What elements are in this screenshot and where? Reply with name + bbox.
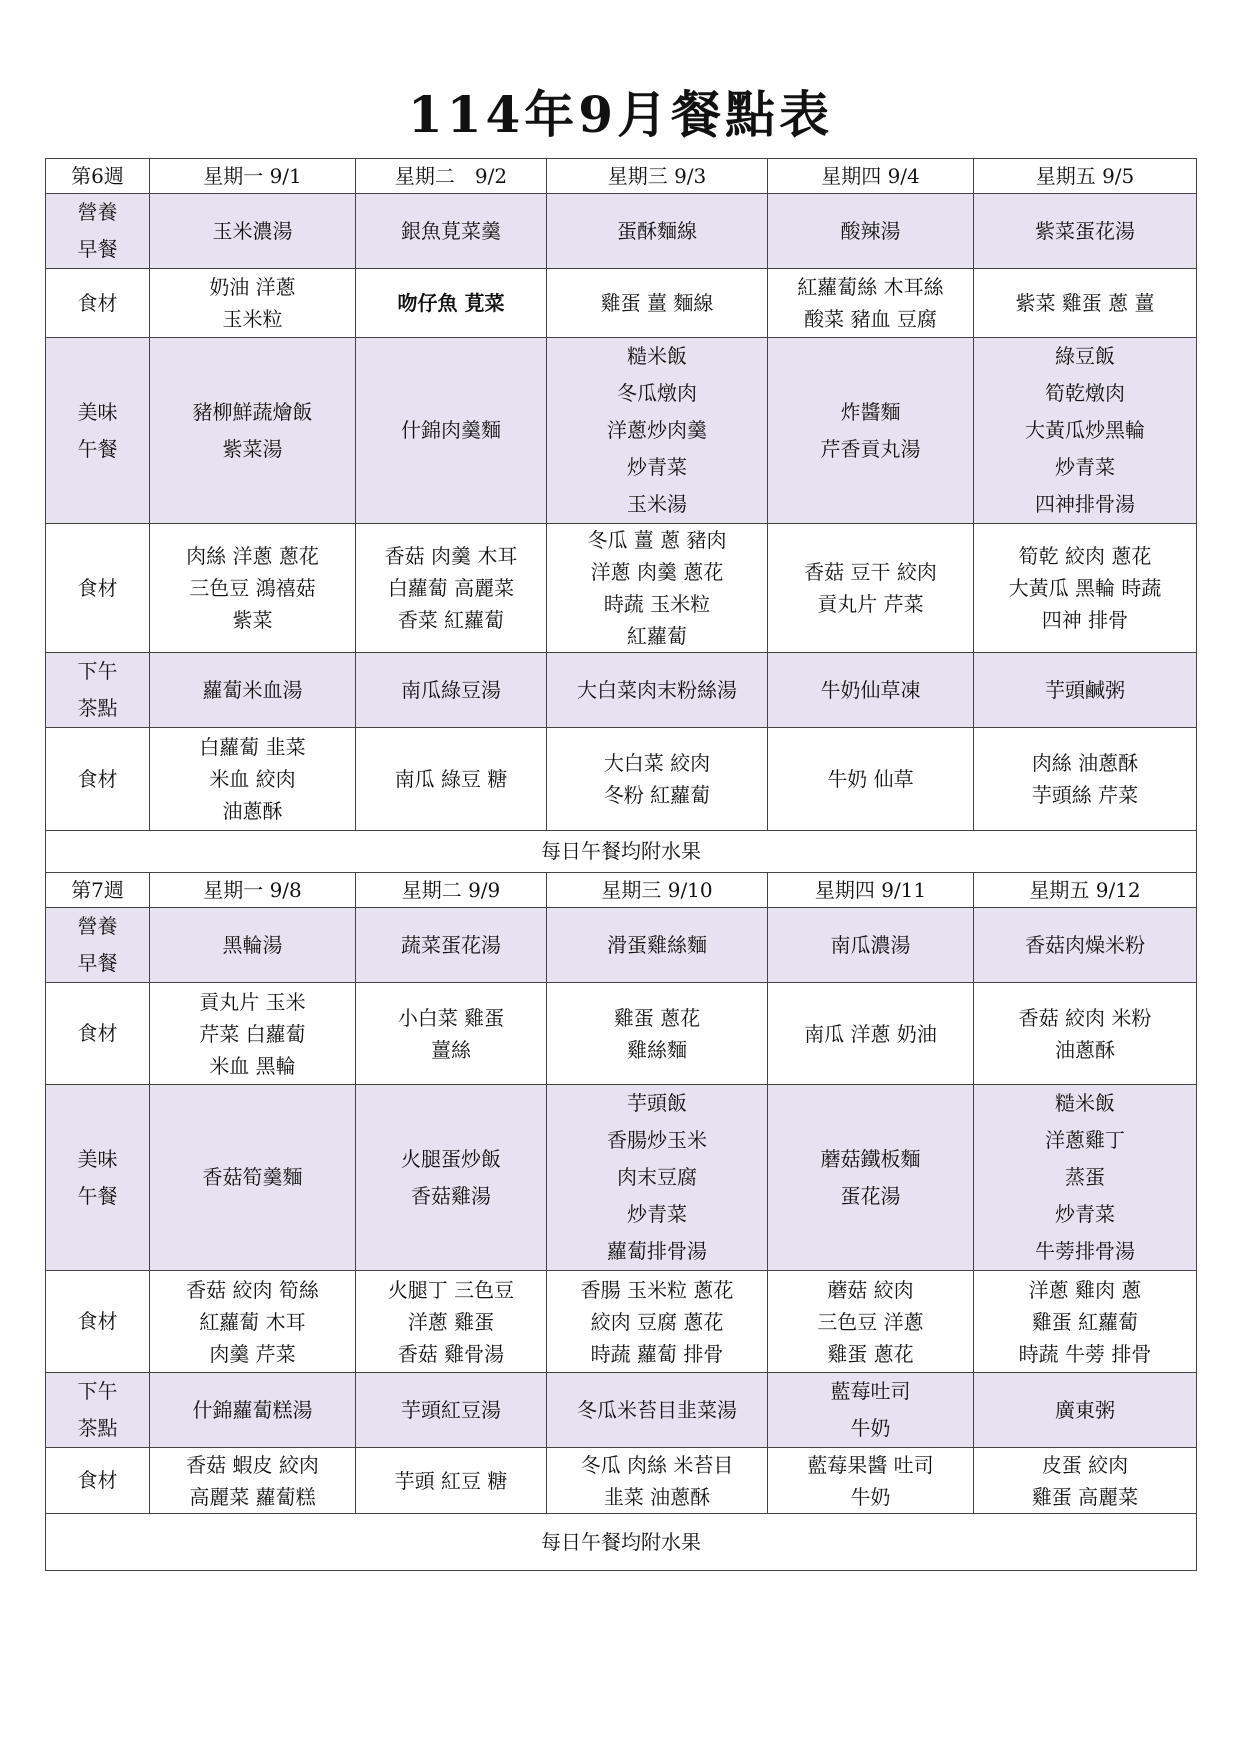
cell-line: 肉末豆腐 [617,1165,697,1189]
cell-line: 韭菜 油蔥酥 [603,1484,711,1509]
menu-cell [356,1373,547,1448]
menu-cell [150,1271,356,1373]
menu-cell [974,983,1197,1085]
menu-cell [150,524,356,653]
cell-line: 紫菜湯 [222,436,283,461]
cell-line: 紫菜蛋花湯 [1035,218,1135,243]
menu-cell [547,908,768,983]
cell-line: 玉米粒 [222,307,283,331]
menu-cell [356,338,547,524]
menu-cell [974,1373,1197,1448]
menu-cell [768,1085,974,1271]
day-header: 星期三 9/10 [547,873,768,908]
menu-cell [150,1373,356,1448]
cell-line: 芋頭飯 [627,1091,687,1115]
cell-line: 豬柳鮮蔬燴飯 [192,399,313,424]
cell-line: 南瓜 綠豆 糖 [394,767,508,791]
cell-line: 午餐 [77,1183,118,1208]
cell-line: 冬瓜 薑 蔥 豬肉 [587,528,727,552]
cell-line: 美味 [77,399,118,424]
cell-line: 薑絲 [431,1037,471,1062]
cell-line: 炒青菜 [627,1202,687,1226]
cell-line: 白蘿蔔 高麗菜 [387,576,515,600]
cell-line: 玉米湯 [627,492,687,516]
menu-cell [547,338,768,524]
cell-line: 皮蛋 絞肉 [1041,1452,1129,1477]
menu-cell [547,1271,768,1373]
menu-cell [150,1448,356,1514]
cell-line: 冬瓜燉肉 [617,381,697,405]
meal-schedule-table [45,158,1197,1571]
snack-row [46,1373,1197,1448]
row-label: 食材 [46,1448,150,1514]
day-header: 星期一 9/8 [150,873,356,908]
cell-line: 三色豆 鴻禧菇 [189,576,316,600]
cell-line: 酸辣湯 [840,218,901,243]
cell-line: 洋蔥 雞肉 蔥 [1028,1277,1142,1302]
fruit-note-row [46,831,1197,873]
breakfast-row [46,908,1197,983]
cell-line: 米血 黑輪 [209,1053,296,1078]
lunch-row [46,338,1197,524]
cell-line: 南瓜綠豆湯 [401,677,501,702]
cell-line: 肉羹 芹菜 [209,1341,296,1366]
snack-ingredients-row [46,1448,1197,1514]
cell-line: 雞蛋 蔥花 [613,1005,701,1030]
menu-cell [150,908,356,983]
menu-cell [768,1373,974,1448]
day-header: 星期三 9/3 [547,159,768,194]
cell-line: 雞蛋 高麗菜 [1031,1484,1139,1509]
cell-line: 藍莓果醬 吐司 [807,1452,934,1477]
cell-line: 冬粉 紅蘿蔔 [603,783,711,807]
row-label [46,338,150,524]
menu-cell [547,1085,768,1271]
cell-line: 蘿蔔排骨湯 [607,1239,707,1263]
cell-line: 四神排骨湯 [1035,492,1135,516]
cell-line: 筍乾燉肉 [1045,381,1125,405]
cell-line: 什錦肉羹麵 [401,418,501,442]
cell-line: 高麗菜 蘿蔔糕 [189,1484,316,1509]
menu-cell [547,269,768,338]
menu-cell [974,1271,1197,1373]
row-label: 食材 [46,269,150,338]
menu-cell [974,524,1197,653]
menu-cell [974,728,1197,831]
cell-line: 紅蘿蔔 木耳 [199,1309,306,1334]
cell-line: 牛奶 仙草 [827,767,914,791]
cell-line: 早餐 [77,951,118,975]
menu-cell [356,1448,547,1514]
menu-cell [974,194,1197,269]
page-title: 114年9月餐點表 [407,85,834,144]
cell-line: 蘑菇 絞肉 [827,1277,914,1302]
cell-line: 洋蔥炒肉羹 [607,418,707,442]
menu-cell [974,269,1197,338]
cell-line: 綠豆飯 [1055,344,1115,368]
cell-line: 南瓜 洋蔥 奶油 [804,1021,937,1046]
cell-line: 午餐 [77,436,118,461]
menu-cell [150,269,356,338]
menu-cell [547,728,768,831]
cell-line: 美味 [77,1146,118,1171]
cell-line: 芹香貢丸湯 [820,436,921,461]
cell-line: 大黃瓜炒黑輪 [1025,418,1145,442]
menu-cell [768,728,974,831]
menu-cell [547,983,768,1085]
menu-cell [768,1448,974,1514]
cell-line: 紅蘿蔔 [627,624,687,648]
breakfast-row [46,194,1197,269]
menu-cell [547,194,768,269]
menu-cell [768,1271,974,1373]
menu-cell [768,269,974,338]
cell-line: 冬瓜米苔目韭菜湯 [577,1397,737,1422]
menu-cell [356,983,547,1085]
menu-cell [768,983,974,1085]
cell-line: 黑輪湯 [222,932,283,957]
cell-line: 炒青菜 [1055,455,1115,479]
row-label: 食材 [46,983,150,1085]
lunch-row [46,1085,1197,1271]
cell-line: 雞絲麵 [627,1037,687,1062]
menu-cell [768,338,974,524]
cell-line: 牛奶 [850,1416,891,1440]
cell-line: 紫菜 雞蛋 蔥 薑 [1015,291,1155,315]
day-header: 星期五 9/5 [974,159,1197,194]
cell-line: 廣東粥 [1055,1397,1115,1422]
cell-line: 貢丸片 玉米 [199,989,306,1014]
cell-line: 大黃瓜 黑輪 時蔬 [1008,576,1162,600]
menu-cell [768,908,974,983]
cell-line: 四神 排骨 [1041,608,1129,632]
row-label: 食材 [46,728,150,831]
cell-line: 藍莓吐司 [830,1379,911,1403]
week-header-row [46,159,1197,194]
menu-cell [768,524,974,653]
menu-cell [974,1448,1197,1514]
lunch-ingredients-row [46,524,1197,653]
cell-line: 筍乾 絞肉 蔥花 [1018,544,1152,568]
day-header: 星期二 9/2 [356,159,547,194]
cell-line: 洋蔥雞丁 [1045,1128,1125,1152]
cell-line: 下午 [77,1379,118,1403]
cell-line: 油蔥酥 [222,799,283,823]
menu-cell [356,653,547,728]
menu-cell [356,1085,547,1271]
fruit-note: 每日午餐均附水果 [46,1514,1197,1571]
cell-line: 蒸蛋 [1065,1165,1105,1189]
cell-line: 火腿丁 三色豆 [387,1277,515,1302]
cell-line: 牛奶 [850,1484,891,1509]
cell-line: 肉絲 洋蔥 蔥花 [186,544,319,568]
cell-line: 香腸 玉米粒 蔥花 [580,1277,734,1302]
cell-line: 洋蔥 肉羹 蔥花 [590,560,724,584]
menu-cell [356,524,547,653]
lunch-ingredients-row [46,1271,1197,1373]
menu-cell [150,194,356,269]
cell-line: 時蔬 牛蒡 排骨 [1018,1341,1152,1366]
cell-line: 奶油 洋蔥 [209,275,296,299]
menu-cell [547,1373,768,1448]
cell-line: 營養 [77,200,118,224]
menu-cell [356,908,547,983]
cell-line: 貢丸片 芹菜 [817,592,924,616]
cell-line: 滑蛋雞絲麵 [607,932,707,957]
cell-line: 香菇 蝦皮 絞肉 [186,1452,319,1477]
cell-line: 香菇 肉羹 木耳 [384,544,518,568]
cell-line: 香菇 豆干 絞肉 [804,560,937,584]
menu-cell [356,1271,547,1373]
breakfast-ingredients-row [46,983,1197,1085]
cell-line: 紅蘿蔔絲 木耳絲 [797,275,944,299]
cell-line: 香菇筍羹麵 [202,1165,303,1189]
row-label: 食材 [46,1271,150,1373]
cell-line: 營養 [77,914,118,938]
breakfast-ingredients-row [46,269,1197,338]
cell-line: 蘑菇鐵板麵 [820,1146,921,1171]
snack-ingredients-row [46,728,1197,831]
cell-line: 肉絲 油蔥酥 [1031,751,1139,775]
cell-line: 香菇 絞肉 米粉 [1018,1005,1152,1030]
cell-line: 糙米飯 [1055,1091,1115,1115]
cell-line: 時蔬 蘿蔔 排骨 [590,1341,724,1366]
menu-cell [547,653,768,728]
cell-line: 雞蛋 蔥花 [827,1341,914,1366]
cell-line: 香菇 絞肉 筍絲 [186,1277,319,1302]
cell-line: 蛋花湯 [840,1183,901,1208]
cell-line: 大白菜 絞肉 [603,751,711,775]
snack-row [46,653,1197,728]
cell-line: 糙米飯 [627,344,687,368]
cell-line: 香菇肉燥米粉 [1025,932,1145,957]
day-header: 星期二 9/9 [356,873,547,908]
row-label [46,653,150,728]
row-label [46,1085,150,1271]
menu-cell [547,1448,768,1514]
cell-line: 牛奶仙草凍 [820,677,921,702]
menu-cell [974,338,1197,524]
row-label [46,1373,150,1448]
cell-line: 什錦蘿蔔糕湯 [192,1397,313,1422]
cell-line: 蔬菜蛋花湯 [401,932,501,957]
cell-line: 紫菜 [232,608,273,632]
cell-line: 芹菜 白蘿蔔 [199,1021,306,1046]
cell-line: 油蔥酥 [1055,1037,1115,1062]
row-label [46,194,150,269]
row-label [46,908,150,983]
cell-line: 芋頭鹹粥 [1045,677,1125,702]
fruit-note-row [46,1514,1197,1571]
menu-cell [150,983,356,1085]
cell-line: 茶點 [77,696,118,720]
menu-cell [768,194,974,269]
day-header: 星期一 9/1 [150,159,356,194]
cell-line: 絞肉 豆腐 蔥花 [590,1309,724,1334]
day-header: 星期五 9/12 [974,873,1197,908]
row-label: 食材 [46,524,150,653]
cell-line: 火腿蛋炒飯 [401,1146,501,1171]
day-header: 星期四 9/11 [768,873,974,908]
cell-line: 蛋酥麵線 [617,218,697,243]
cell-line: 香菇雞湯 [411,1183,491,1208]
cell-line: 大白菜肉末粉絲湯 [577,677,737,702]
menu-cell [150,653,356,728]
cell-line: 白蘿蔔 韭菜 [199,735,306,759]
menu-cell [974,653,1197,728]
menu-cell [974,908,1197,983]
week-label: 第7週 [46,873,150,908]
cell-line: 小白菜 雞蛋 [397,1005,505,1030]
menu-cell [356,194,547,269]
cell-line: 炒青菜 [627,455,687,479]
day-header: 星期四 9/4 [768,159,974,194]
menu-cell [974,1085,1197,1271]
cell-line: 茶點 [77,1416,118,1440]
cell-line: 芋頭絲 芹菜 [1031,783,1139,807]
cell-line: 芋頭紅豆湯 [401,1397,501,1422]
menu-cell [356,269,547,338]
menu-cell [356,728,547,831]
week-label: 第6週 [46,159,150,194]
cell-line: 銀魚莧菜羹 [401,218,501,243]
cell-line: 洋蔥 雞蛋 [407,1309,495,1334]
cell-line: 蘿蔔米血湯 [202,677,303,702]
cell-line: 牛蒡排骨湯 [1035,1239,1135,1263]
menu-cell [150,728,356,831]
menu-cell [150,1085,356,1271]
cell-line: 炒青菜 [1055,1202,1115,1226]
menu-cell [547,524,768,653]
cell-line: 玉米濃湯 [212,218,293,243]
cell-line: 香菇 雞骨湯 [397,1341,505,1366]
cell-line: 芋頭 紅豆 糖 [394,1468,508,1493]
cell-line: 下午 [77,659,118,683]
menu-cell [768,653,974,728]
menu-cell [150,338,356,524]
cell-line: 雞蛋 薑 麵線 [600,291,714,315]
cell-line: 冬瓜 肉絲 米苔目 [580,1452,734,1477]
week-header-row [46,873,1197,908]
fruit-note: 每日午餐均附水果 [46,831,1197,873]
cell-line: 雞蛋 紅蘿蔔 [1031,1309,1139,1334]
cell-line: 米血 絞肉 [209,767,296,791]
cell-line: 香菜 紅蘿蔔 [397,608,505,632]
cell-line: 炸醬麵 [840,399,901,424]
cell-line: 香腸炒玉米 [607,1128,707,1152]
cell-line: 三色豆 洋蔥 [817,1309,924,1334]
cell-line: 吻仔魚 莧菜 [397,291,505,315]
cell-line: 時蔬 玉米粒 [603,592,711,616]
cell-line: 南瓜濃湯 [830,932,911,957]
cell-line: 酸菜 豬血 豆腐 [804,307,937,331]
cell-line: 早餐 [77,237,118,261]
